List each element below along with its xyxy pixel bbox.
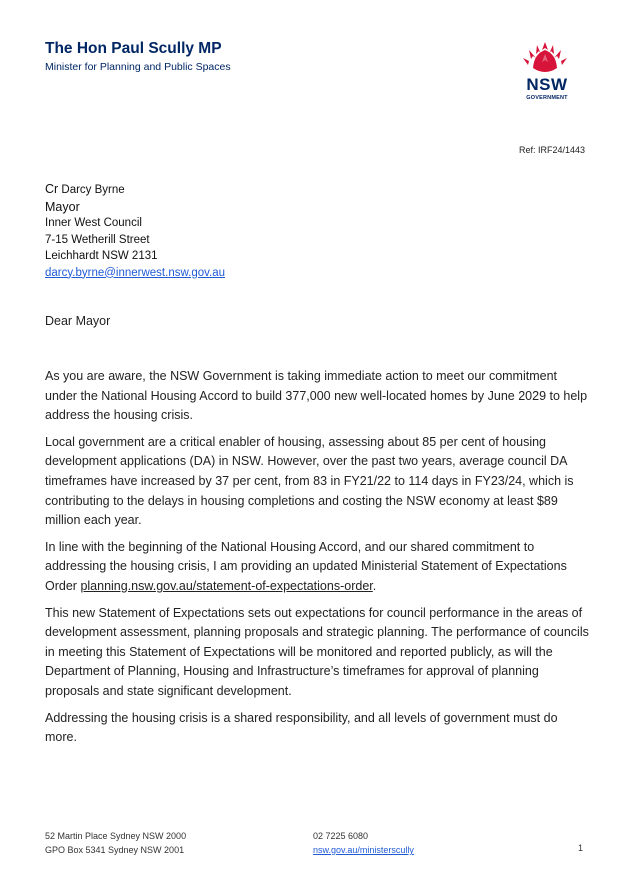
logo-wordmark: NSW [526, 75, 568, 94]
recipient-name-line [45, 181, 225, 199]
logo-subtext: GOVERNMENT [526, 95, 568, 101]
paragraph-5: Addressing the housing crisis is a shared responsibility, and all levels of government must do more. [45, 710, 558, 745]
recipient-street: 7-15 Wetherill Street [45, 233, 150, 246]
paragraph-3 [45, 538, 590, 597]
sender-name: The Hon Paul Scully MP [45, 40, 222, 57]
recipient-role: Mayor [45, 199, 80, 214]
page-number: 1 [577, 843, 583, 853]
recipient-name: Darcy Byrne [61, 184, 125, 196]
footer-address [45, 829, 186, 857]
recipient-org: Inner West Council [45, 217, 142, 229]
statement-order-link[interactable]: planning.nsw.gov.au/statement-of-expectations-order [80, 578, 373, 593]
order-link-suffix: . [372, 578, 377, 593]
footer-web-link[interactable]: nsw.gov.au/ministerscully [313, 845, 414, 855]
sender-title: Minister for Planning and Public Spaces [45, 61, 231, 73]
paragraph-3-text: In line with the beginning of the National Housing Accord, and our shared commitment to addressing the housing crisis, I am providing an updated Ministerial Statement of Expectations Order [45, 539, 567, 593]
footer-phone: 02 7225 6080 [313, 831, 369, 841]
recipient-email-link[interactable]: darcy.byrne@innerwest.nsw.gov.au [45, 266, 226, 279]
paragraph-2: Local government are a critical enabler of housing, assessing about 85 per cent of housing development applications (DA) in NSW. However, over the past two years, average council DA timeframes have increased by 37 per cent, from 83 in FY21/22 to 114 days in FY23/24, which is contributing to the delays in housing completions and costing the NSW economy at least $89 million each year. [45, 434, 574, 528]
recipient-address [45, 181, 225, 281]
recipient-suburb: Leichhardt NSW 2131 [45, 250, 158, 262]
footer-contact [313, 829, 414, 857]
footer-address-line-1: 52 Martin Place Sydney NSW 2000 [45, 831, 187, 841]
recipient-honorific: Cr [45, 182, 59, 196]
letter-body [45, 367, 590, 755]
salutation: Dear Mayor [45, 314, 111, 328]
paragraph-1: As you are aware, the NSW Government is taking immediate action to meet our commitment under the National Housing Accord to build 377,000 new well-located homes by June 2029 to help address the housing crisis. [45, 369, 588, 423]
footer-address-line-2: GPO Box 5341 Sydney NSW 2001 [45, 845, 185, 855]
reference-number: Ref: IRF24/1443 [518, 145, 585, 155]
paragraph-4: This new Statement of Expectations sets out expectations for council performance in the areas of development assessment, planning proposals and strategic planning. The performance of councils in meeting this Statement of Expectations will be monitored and reported publicly, as will the Department of Planning, Housing and Infrastructure’s timeframes for approval of planning proposals and state significant development. [45, 605, 589, 698]
